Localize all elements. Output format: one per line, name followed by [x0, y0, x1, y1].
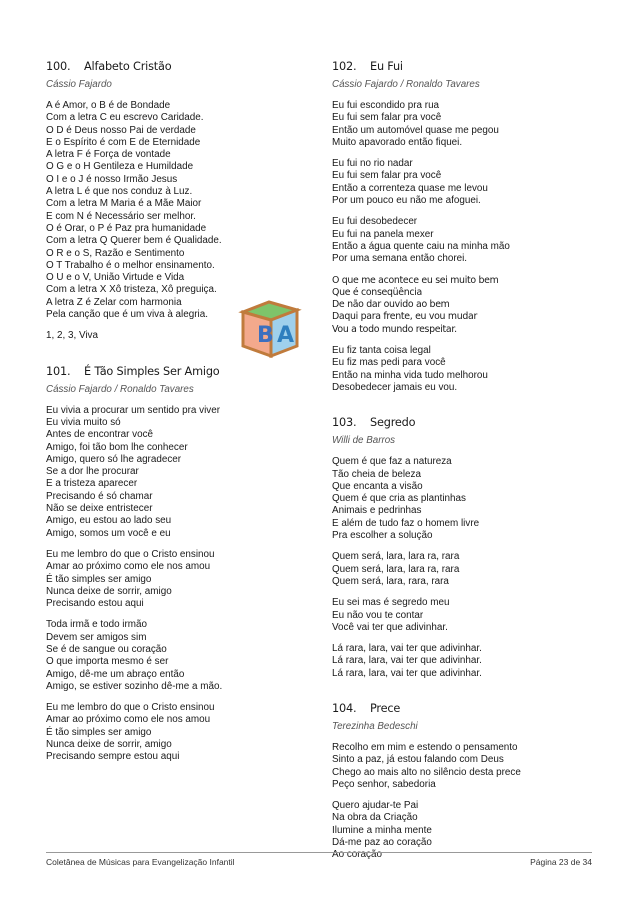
song-author: Cássio Fajardo / Ronaldo Tavares — [332, 79, 480, 90]
lyrics-stanza — [332, 643, 596, 680]
lyric-line: Eu fui no rio nadar — [332, 158, 413, 170]
song-title — [332, 416, 596, 429]
lyric-line: Amigo, dê-me um abraço então — [46, 668, 185, 680]
lyric-line: O que me acontece eu sei muito bem — [332, 274, 499, 286]
song-title-text: Segredo — [370, 416, 416, 430]
song-number: 100. — [46, 60, 71, 73]
lyric-line: E com N é Necessário ser melhor. — [46, 210, 196, 222]
lyric-line: O U e o V, União Virtude e Vida — [46, 272, 185, 284]
lyric-line: Amigo, eu estou ao lado seu — [46, 515, 172, 527]
lyric-line: Ao coração — [332, 849, 382, 861]
lyrics-stanza — [46, 100, 308, 321]
svg-text:B: B — [257, 323, 274, 348]
lyric-line: Que encanta a visão — [332, 480, 423, 492]
lyric-line: Eu fui desobedecer — [332, 216, 418, 228]
lyrics-stanza — [46, 702, 308, 763]
song-title-text: Prece — [370, 701, 401, 715]
lyric-line: Eu sei mas é segredo meu — [332, 597, 450, 609]
lyric-line: Com a letra M Maria é a Mãe Maior — [46, 198, 202, 210]
lyric-line: Pra escolher a solução — [332, 530, 433, 542]
lyric-line: Nunca deixe de sorrir, amigo — [46, 585, 172, 597]
lyrics-stanza — [332, 158, 596, 207]
lyric-line: Que é conseqüência — [332, 286, 423, 298]
lyric-line: Quero ajudar-te Pai — [332, 800, 419, 812]
lyric-line: Amar ao próximo como ele nos amou — [46, 561, 211, 573]
lyrics-stanza — [46, 405, 308, 540]
lyric-line: Eu não vou te contar — [332, 609, 424, 621]
lyrics-stanza — [332, 216, 596, 265]
lyric-line: Ilumine a minha mente — [332, 824, 432, 836]
lyric-line: Chego ao mais alto no silêncio desta prece — [332, 766, 521, 778]
song-author: Terezinha Bedeschi — [332, 720, 418, 732]
song-title — [332, 60, 596, 73]
lyric-line: Por um pouco eu não me afoguei. — [332, 195, 481, 207]
lyric-line: Daqui para frente, eu vou mudar — [332, 311, 477, 323]
lyric-line: Lá rara, lara, vai ter que adivinhar. — [332, 655, 482, 667]
lyric-line: Eu fiz tanta coisa legal — [332, 345, 431, 357]
song-number: 103. — [332, 416, 357, 430]
lyric-line: Pela canção que é um viva à alegria. — [46, 309, 208, 321]
lyric-line: Devem ser amigos sim — [46, 631, 147, 643]
lyric-line: A é Amor, o B é de Bondade — [46, 100, 171, 111]
lyric-line: Vou a todo mundo respeitar. — [332, 323, 457, 335]
lyric-line: Eu fui sem falar pra você — [332, 112, 442, 124]
lyric-line: E além de tudo faz o homem livre — [332, 517, 480, 529]
lyric-line: O I e o J é nosso Irmão Jesus — [46, 173, 178, 185]
lyric-line: Eu vivia a procurar um sentido pra viver — [46, 404, 220, 416]
lyric-line: Eu fui escondido pra rua — [332, 100, 440, 111]
song-author: Cássio Fajardo — [46, 79, 112, 90]
lyric-line: Precisando é só chamar — [46, 490, 153, 502]
lyric-line: Dá-me paz ao coração — [332, 837, 432, 849]
lyric-line: É tão simples ser amigo — [46, 726, 152, 738]
lyric-line: Amigo, quero só lhe agradecer — [46, 453, 182, 465]
lyric-line: Precisando sempre estou aqui — [46, 751, 180, 763]
lyric-line: Quem é que cria as plantinhas — [332, 493, 466, 505]
left-column — [46, 60, 308, 773]
lyric-line: O é Orar, o P é Paz pra humanidade — [46, 222, 207, 234]
lyrics-stanza — [332, 742, 596, 791]
song-title — [332, 702, 596, 715]
lyric-line: E o Espírito é com E de Eternidade — [46, 136, 201, 148]
lyric-line: Amigo, se estiver sozinho dê-me a mão. — [46, 680, 223, 692]
lyric-line: Então a correnteza quase me levou — [332, 182, 488, 194]
song-number: 104. — [332, 701, 357, 715]
lyric-line: Quem será, lara, rara, rara — [332, 575, 449, 587]
lyric-line: O T Trabalho é o melhor ensinamento. — [46, 259, 215, 271]
lyric-line: Amar ao próximo como ele nos amou — [46, 714, 211, 726]
song-title-text: É Tão Simples Ser Amigo — [84, 364, 220, 378]
song-title — [46, 60, 308, 73]
right-column — [332, 60, 596, 871]
lyric-line: Então a água quente caiu na minha mão — [332, 240, 510, 252]
lyric-line: Eu fiz mas pedi para você — [332, 357, 446, 369]
lyric-line: Eu fui na panela mexer — [332, 228, 434, 240]
lyric-line: Com a letra Q Querer bem é Qualidade. — [46, 235, 222, 247]
lyric-line: Eu me lembro do que o Cristo ensinou — [46, 548, 215, 560]
lyric-line: Nunca deixe de sorrir, amigo — [46, 739, 172, 751]
lyric-line: Amigo, somos um você e eu — [46, 527, 171, 539]
lyrics-stanza — [332, 456, 596, 542]
lyrics-stanza — [46, 549, 308, 610]
lyrics-stanza — [332, 275, 596, 336]
lyrics-stanza — [332, 345, 596, 394]
lyric-line: A letra L é que nos conduz à Luz. — [46, 186, 193, 198]
lyric-line: Eu fui sem falar pra você — [332, 170, 442, 182]
song-entry — [332, 60, 596, 394]
lyric-line: Quem será, lara, lara ra, rara — [332, 551, 460, 563]
lyric-line: Antes de encontrar você — [46, 429, 154, 441]
footer-page-number: Página 23 de 34 — [530, 857, 592, 867]
song-title — [46, 365, 308, 378]
song-entry — [332, 416, 596, 680]
footer-document-title: Coletânea de Músicas para Evangelização Infantil — [46, 857, 235, 867]
lyric-line: Eu me lembro do que o Cristo ensinou — [46, 702, 215, 714]
lyric-line: Você vai ter que adivinhar. — [332, 621, 448, 633]
lyric-line: Eu vivia muito só — [46, 416, 121, 428]
lyric-line: O que importa mesmo é ser — [46, 656, 169, 668]
lyric-line: O D é Deus nosso Pai de verdade — [46, 124, 196, 136]
lyric-line: Amigo, foi tão bom lhe conhecer — [46, 441, 188, 453]
lyric-line: Quem será, lara, lara ra, rara — [332, 563, 460, 575]
lyric-line: Tão cheia de beleza — [332, 468, 421, 480]
song-number: 101. — [46, 364, 71, 378]
song-author: Willi de Barros — [332, 435, 396, 447]
lyric-line: Quem é que faz a natureza — [332, 456, 452, 468]
lyric-line: O G e o H Gentileza e Humildade — [46, 161, 194, 173]
lyric-line: O R e o S, Razão e Sentimento — [46, 247, 185, 259]
lyrics-stanza — [46, 619, 308, 693]
song-entry — [46, 365, 308, 764]
lyric-line: Não se deixe entristecer — [46, 503, 153, 515]
alphabet-block-icon — [233, 290, 305, 362]
lyric-line: Se a dor lhe procurar — [46, 466, 139, 478]
lyric-line: 1, 2, 3, Viva — [46, 330, 98, 342]
lyric-line: Com a letra X Xô tristeza, Xô preguiça. — [46, 284, 217, 296]
lyric-line: Desobedecer jamais eu vou. — [332, 381, 458, 393]
song-entry — [332, 702, 596, 862]
lyric-line: Toda irmã e todo irmão — [46, 619, 147, 631]
lyric-line: E a tristeza aparecer — [46, 478, 138, 490]
lyric-line: A letra Z é Zelar com harmonia — [46, 296, 182, 308]
song-title-text: Alfabeto Cristão — [84, 60, 172, 73]
lyric-line: Sinto a paz, já estou falando com Deus — [332, 754, 504, 766]
lyrics-stanza — [332, 100, 596, 149]
lyric-line: Lá rara, lara, vai ter que adivinhar. — [332, 643, 482, 655]
lyric-line: Por uma semana então chorei. — [332, 253, 468, 265]
lyric-line: Muito apavorado então fiquei. — [332, 136, 463, 148]
lyric-line: De não dar ouvido ao bem — [332, 299, 450, 311]
song-author: Cássio Fajardo / Ronaldo Tavares — [46, 383, 194, 395]
song-number: 102. — [332, 60, 357, 73]
lyric-line: Se é de sangue ou coração — [46, 643, 167, 655]
lyric-line: Precisando estou aqui — [46, 598, 144, 610]
song-title-text: Eu Fui — [370, 60, 403, 73]
lyric-line: Lá rara, lara, vai ter que adivinhar. — [332, 667, 482, 679]
lyrics-stanza — [332, 551, 596, 588]
lyric-line: Então um automóvel quase me pegou — [332, 124, 499, 136]
page-footer — [46, 852, 592, 867]
lyric-line: Então na minha vida tudo melhorou — [332, 369, 488, 381]
lyric-line: Recolho em mim e estendo o pensamento — [332, 741, 518, 753]
lyric-line: Peço senhor, sabedoria — [332, 778, 436, 790]
lyric-line: A letra F é Força de vontade — [46, 149, 171, 161]
svg-text:A: A — [277, 323, 295, 348]
lyric-line: É tão simples ser amigo — [46, 573, 152, 585]
lyric-line: Animais e pedrinhas — [332, 505, 422, 517]
lyric-line: Com a letra C eu escrevo Caridade. — [46, 112, 204, 124]
lyric-line: Na obra da Criação — [332, 812, 418, 824]
lyrics-stanza — [332, 597, 596, 634]
